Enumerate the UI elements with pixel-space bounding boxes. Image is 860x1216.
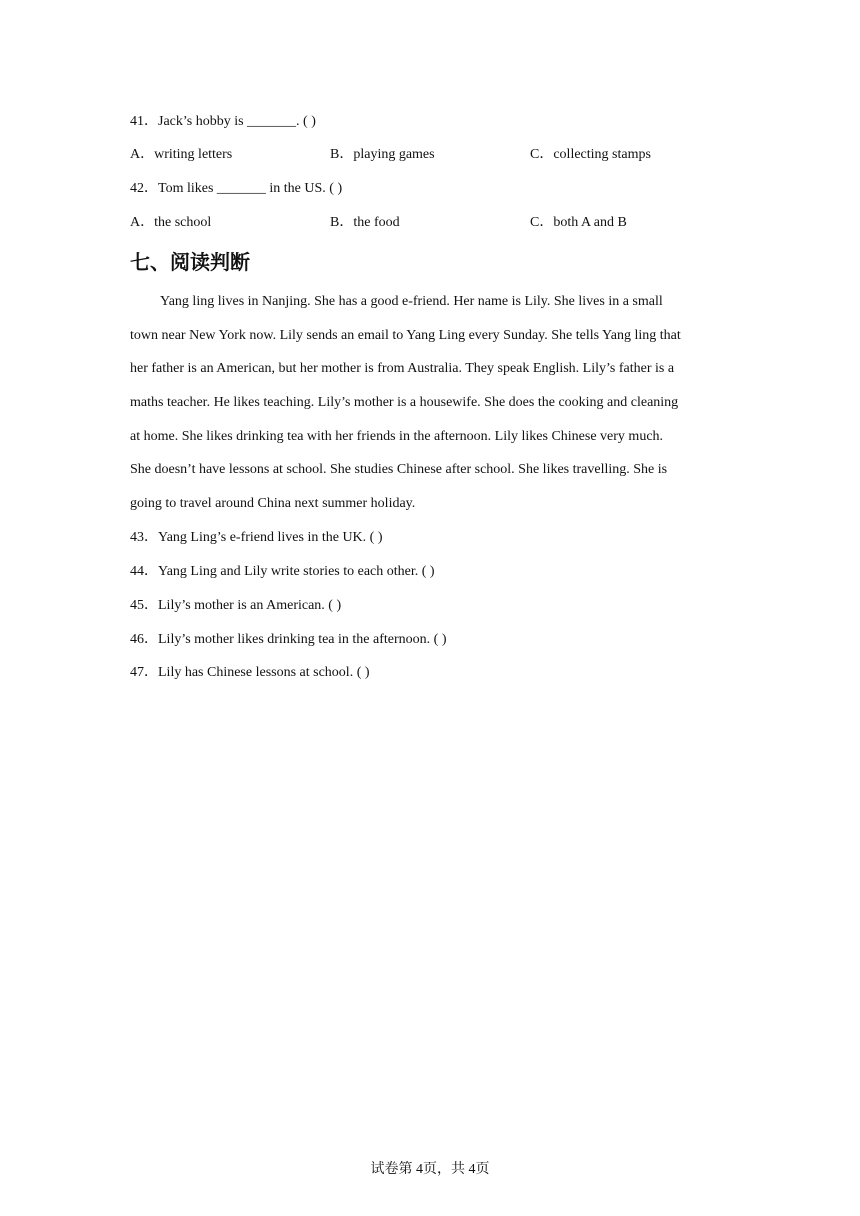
- section-title: 七、阅读判断: [130, 250, 250, 274]
- question-42-option-c: C．both A and B: [530, 215, 627, 230]
- question-45: 45．Lily’s mother is an American. ( ): [130, 598, 342, 613]
- question-41-option-c: C．collecting stamps: [530, 147, 651, 162]
- page-footer: 试卷第 4页，共 4页: [370, 1162, 490, 1177]
- question-46: 46．Lily’s mother likes drinking tea in the afternoon. ( ): [130, 632, 447, 647]
- question-42-option-b: B．the food: [330, 215, 400, 230]
- question-41-stem: 41．Jack’s hobby is _______. ( ): [130, 114, 316, 129]
- question-47: 47．Lily has Chinese lessons at school. ( ): [130, 665, 370, 680]
- passage-line: She doesn’t have lessons at school. She studies Chinese after school. She likes travelling. She is: [130, 462, 668, 477]
- passage-line: maths teacher. He likes teaching. Lily’s mother is a housewife. She does the cooking and cleaning: [130, 395, 679, 410]
- passage-line: town near New York now. Lily sends an email to Yang Ling every Sunday. She tells Yang ling that: [130, 328, 681, 343]
- passage-line: Yang ling lives in Nanjing. She has a good e-friend. Her name is Lily. She lives in a small: [160, 294, 663, 309]
- passage-line: at home. She likes drinking tea with her friends in the afternoon. Lily likes Chinese very much.: [130, 429, 664, 444]
- question-41-option-a: A．writing letters: [130, 147, 233, 162]
- passage-line: her father is an American, but her mother is from Australia. They speak English. Lily’s father is a: [130, 361, 675, 376]
- question-44: 44．Yang Ling and Lily write stories to each other. ( ): [130, 564, 435, 579]
- question-43: 43．Yang Ling’s e-friend lives in the UK. ( ): [130, 530, 383, 545]
- question-41-option-b: B．playing games: [330, 147, 435, 162]
- question-42-stem: 42．Tom likes _______ in the US. ( ): [130, 181, 343, 196]
- question-42-option-a: A．the school: [130, 215, 212, 230]
- passage-line: going to travel around China next summer holiday.: [130, 496, 416, 511]
